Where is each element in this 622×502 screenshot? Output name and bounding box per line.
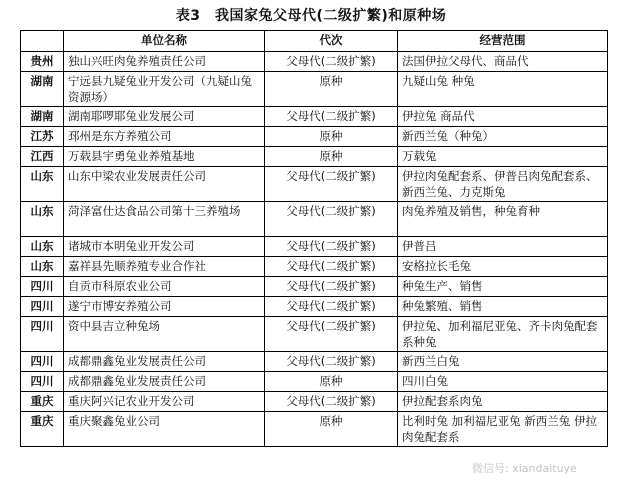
business-scope-cell: 伊拉兔、加利福尼亚兔、齐卡肉兔配套系种兔	[398, 317, 608, 352]
generation-cell: 父母代(二级扩繁)	[265, 52, 398, 72]
province-cell: 贵州	[21, 52, 64, 72]
province-cell: 山东	[21, 167, 64, 202]
province-cell: 重庆	[21, 412, 64, 447]
unit-name-cell: 嘉祥县先顺养殖专业合作社	[64, 257, 265, 277]
business-scope-cell: 种兔繁殖、销售	[398, 297, 608, 317]
generation-cell: 父母代(二级扩繁)	[265, 392, 398, 412]
province-cell: 江西	[21, 147, 64, 167]
business-scope-cell: 肉兔养殖及销售，种兔育种	[398, 202, 608, 237]
generation-cell: 原种	[265, 72, 398, 107]
rabbit-breeding-farms-table	[20, 30, 608, 447]
table-row	[21, 127, 608, 147]
unit-name-cell: 湖南耶啰耶兔业发展公司	[64, 107, 265, 127]
unit-name-cell: 重庆聚鑫兔业公司	[64, 412, 265, 447]
table-row	[21, 257, 608, 277]
generation-cell: 原种	[265, 412, 398, 447]
table-body	[21, 52, 608, 447]
table-row	[21, 167, 608, 202]
table-row	[21, 52, 608, 72]
generation-cell: 父母代(二级扩繁)	[265, 237, 398, 257]
unit-name-cell: 邳州是东方养殖公司	[64, 127, 265, 147]
table-row	[21, 107, 608, 127]
unit-name-cell: 万载县宇勇兔业养殖基地	[64, 147, 265, 167]
business-scope-cell: 伊普吕	[398, 237, 608, 257]
table-row	[21, 72, 608, 107]
table-row	[21, 352, 608, 372]
province-cell: 四川	[21, 297, 64, 317]
table-row	[21, 317, 608, 352]
business-scope-cell: 安格拉长毛兔	[398, 257, 608, 277]
business-scope-cell: 伊拉肉兔配套系、伊普吕肉兔配套系、新西兰兔、力克斯兔	[398, 167, 608, 202]
generation-cell: 父母代(二级扩繁)	[265, 317, 398, 352]
province-cell: 湖南	[21, 107, 64, 127]
generation-cell: 父母代(二级扩繁)	[265, 257, 398, 277]
unit-name-cell: 山东中梁农业发展责任公司	[64, 167, 265, 202]
generation-cell: 父母代(二级扩繁)	[265, 202, 398, 237]
province-cell: 山东	[21, 257, 64, 277]
table-title: 表3 我国家兔父母代(二级扩繁)和原种场	[175, 8, 447, 24]
unit-name-cell: 成都鼎鑫兔业发展责任公司	[64, 372, 265, 392]
unit-name-cell: 独山兴旺肉兔养殖责任公司	[64, 52, 265, 72]
unit-name-cell: 宁远县九疑兔业开发公司（九疑山兔资源场）	[64, 72, 265, 107]
table-header-row	[21, 31, 608, 52]
header-unit-name: 单位名称	[64, 31, 265, 52]
generation-cell: 原种	[265, 127, 398, 147]
generation-cell: 父母代(二级扩繁)	[265, 352, 398, 372]
header-business-scope: 经营范围	[398, 31, 608, 52]
header-generation: 代次	[265, 31, 398, 52]
province-cell: 四川	[21, 317, 64, 352]
business-scope-cell: 九疑山兔 种兔	[398, 72, 608, 107]
unit-name-cell: 自贡市科原农业公司	[64, 277, 265, 297]
province-cell: 湖南	[21, 72, 64, 107]
unit-name-cell: 诸城市本明兔业开发公司	[64, 237, 265, 257]
table-row	[21, 237, 608, 257]
business-scope-cell: 种兔生产、销售	[398, 277, 608, 297]
unit-name-cell: 重庆阿兴记农业开发公司	[64, 392, 265, 412]
table-row	[21, 392, 608, 412]
table-row	[21, 202, 608, 237]
business-scope-cell: 四川白兔	[398, 372, 608, 392]
header-province	[21, 31, 64, 52]
table-row	[21, 412, 608, 447]
province-cell: 重庆	[21, 392, 64, 412]
province-cell: 四川	[21, 277, 64, 297]
business-scope-cell: 比利时兔 加利福尼亚兔 新西兰兔 伊拉肉兔配套系	[398, 412, 608, 447]
table-row	[21, 372, 608, 392]
unit-name-cell: 成都鼎鑫兔业发展责任公司	[64, 352, 265, 372]
business-scope-cell: 新西兰兔（种兔）	[398, 127, 608, 147]
generation-cell: 父母代(二级扩繁)	[265, 107, 398, 127]
generation-cell: 父母代(二级扩繁)	[265, 277, 398, 297]
table-row	[21, 277, 608, 297]
generation-cell: 父母代(二级扩繁)	[265, 167, 398, 202]
province-cell: 四川	[21, 352, 64, 372]
province-cell: 山东	[21, 202, 64, 237]
table-row	[21, 297, 608, 317]
province-cell: 四川	[21, 372, 64, 392]
unit-name-cell: 资中县吉立种兔场	[64, 317, 265, 352]
business-scope-cell: 新西兰白兔	[398, 352, 608, 372]
province-cell: 江苏	[21, 127, 64, 147]
generation-cell: 原种	[265, 147, 398, 167]
business-scope-cell: 法国伊拉父母代、商品代	[398, 52, 608, 72]
watermark-text: 微信号: xiandaituye	[472, 462, 577, 475]
business-scope-cell: 伊拉兔 商品代	[398, 107, 608, 127]
generation-cell: 父母代(二级扩繁)	[265, 297, 398, 317]
business-scope-cell: 万载兔	[398, 147, 608, 167]
unit-name-cell: 菏泽富仕达食品公司第十三养殖场	[64, 202, 265, 237]
province-cell: 山东	[21, 237, 64, 257]
unit-name-cell: 遂宁市博安养殖公司	[64, 297, 265, 317]
business-scope-cell: 伊拉配套系肉兔	[398, 392, 608, 412]
generation-cell: 原种	[265, 372, 398, 392]
table-row	[21, 147, 608, 167]
